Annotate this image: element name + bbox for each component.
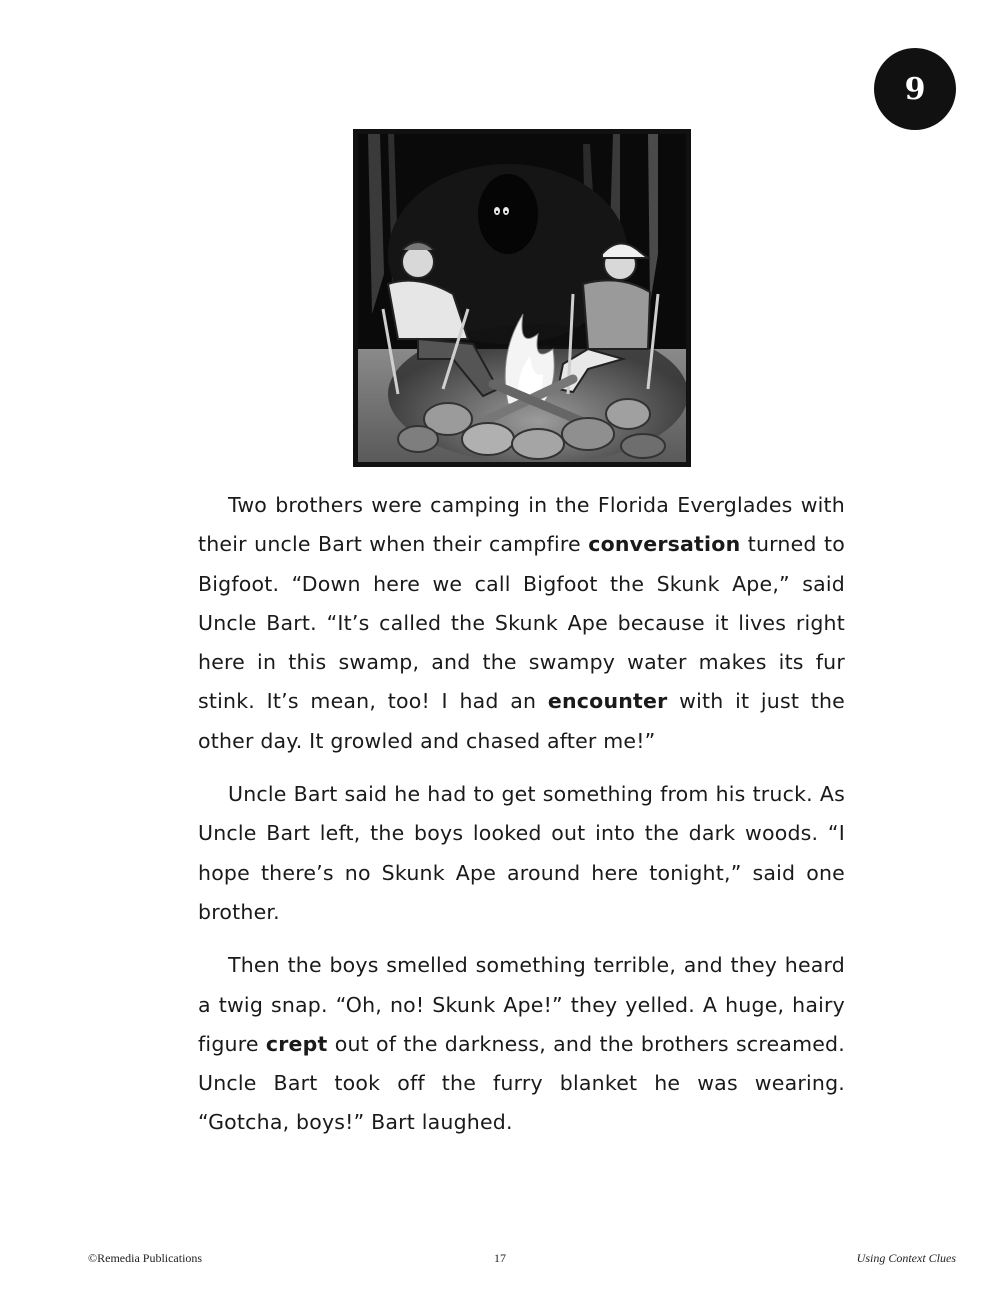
footer-book-title: Using Context Clues [856,1251,956,1265]
campfire-scene-image [358,134,686,462]
story-paragraph-3: Then the boys smelled something terrible, and they heard a twig snap. “Oh, no! Skunk Ape!” they yelled. A huge, hairy figure crept out of the darkness, and the brothers screamed. Uncle Bart took off the furry blanket he was wearing. “Gotcha, boys!” Bart laughed. [198,953,845,1135]
vocab-word-encounter: encounter [547,689,668,714]
story-text [198,486,845,1157]
story-paragraph-2: Uncle Bart said he had to get something from his truck. As Uncle Bart left, the boys looked out into the dark woods. “I hope there’s no Skunk Ape around here tonight,” said one brother. [198,782,845,924]
story-paragraph-1: Two brothers were camping in the Florida Everglades with their uncle Bart when their campfire conversation turned to Bigfoot. “Down here we call Bigfoot the Skunk Ape,” said Uncle Bart. “It’s called the Skunk Ape because it lives right here in this swamp, and the swampy water makes its fur stink. It’s mean, too! I had an encounter with it just the other day. It growled and chased after me!” [198,493,845,753]
story-number: 9 [904,71,926,107]
vocab-word-crept: crept [265,1031,328,1056]
footer-page-number: 17 [494,1251,506,1265]
vocab-word-conversation: conversation [588,532,741,557]
story-number-badge [874,48,956,130]
campfire-illustration [353,129,691,467]
footer-publisher: ©Remedia Publications [88,1251,203,1265]
